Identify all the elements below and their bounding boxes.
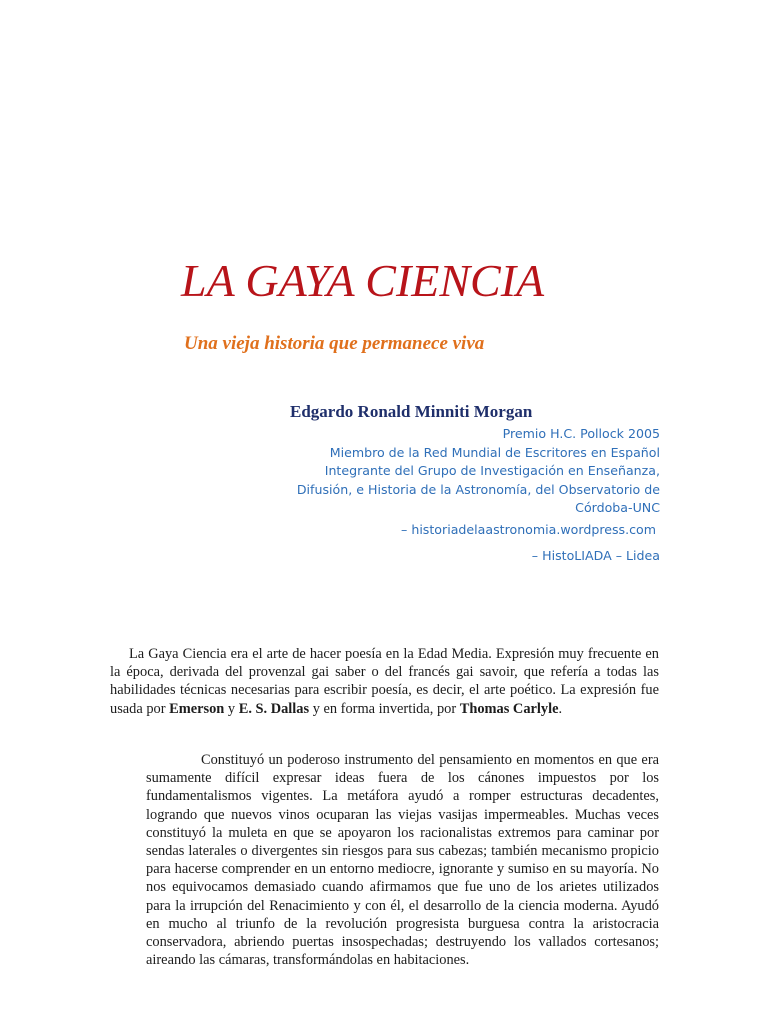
paragraph-intro-text-c: y en forma invertida, por bbox=[309, 700, 460, 717]
name-dallas: E. S. Dallas bbox=[238, 700, 310, 717]
credit-observatory: Córdoba-UNC bbox=[575, 500, 660, 516]
credit-group: Integrante del Grupo de Investigación en Enseñanza, bbox=[324, 463, 660, 479]
document-subtitle: Una vieja historia que permanece viva bbox=[184, 333, 485, 354]
document-title: LA GAYA CIENCIA bbox=[181, 255, 545, 306]
author-name: Edgardo Ronald Minniti Morgan bbox=[290, 402, 533, 421]
sites-link[interactable]: – HistoLIADA – Lidea bbox=[531, 548, 660, 563]
paragraph-intro-text-b: y bbox=[224, 700, 239, 717]
blog-link[interactable]: – historiadelaastronomia.wordpress.com bbox=[401, 522, 656, 537]
author-credits bbox=[260, 425, 660, 518]
paragraph-intro-text-d: . bbox=[558, 700, 563, 717]
paragraph-intro bbox=[110, 645, 659, 718]
paragraph-intro-text-a: La Gaya Ciencia era el arte de hacer poesía en la Edad Media. Expresión muy frecuente en la época, derivada del provenzal gai saber o del francés gai savoir, que refería a todas las habilidades técnicas necesarias para escribir poesía, es decir, el arte poético. La expresión fue usada por bbox=[110, 646, 659, 717]
credit-group-cont: Difusión, e Historia de la Astronomía, del Observatorio de bbox=[296, 481, 660, 497]
credit-network: Miembro de la Red Mundial de Escritores en Español bbox=[329, 444, 660, 460]
name-emerson: Emerson bbox=[169, 700, 225, 717]
name-carlyle: Thomas Carlyle bbox=[459, 700, 559, 717]
paragraph-second: Constituyó un poderoso instrumento del pensamiento en momentos en que era sumamente difícil expresar ideas fuera de los cánones impuestos por los fundamentalismos vigentes. La metáfora ayudó a romper estructuras decadentes, logrando que nuevos vinos ocuparan las viejas vasijas impermeables. Muchas veces constituyó la muleta en que se apoyaron los racionalistas extremos para caminar por sendas laterales o divergentes sin riesgos para sus cabezas; también mecanismo propicio para hacerse comprender en un entorno mediocre, ignorante y sumiso en su mayoría. No nos equivocamos demasiado cuando afirmamos que fue uno de los arietes utilizados para la irrupción del Renacimiento y con él, el desarrollo de la ciencia moderna. Ayudó en mucho al triunfo de la revolución progresista burguesa contra la aristocracia conservadora, abriendo puertas insospechadas; destruyendo los vallados cortesanos; aireando las cámaras, transformándolas en habitaciones. bbox=[146, 752, 659, 969]
credit-award: Premio H.C. Pollock 2005 bbox=[502, 426, 660, 441]
